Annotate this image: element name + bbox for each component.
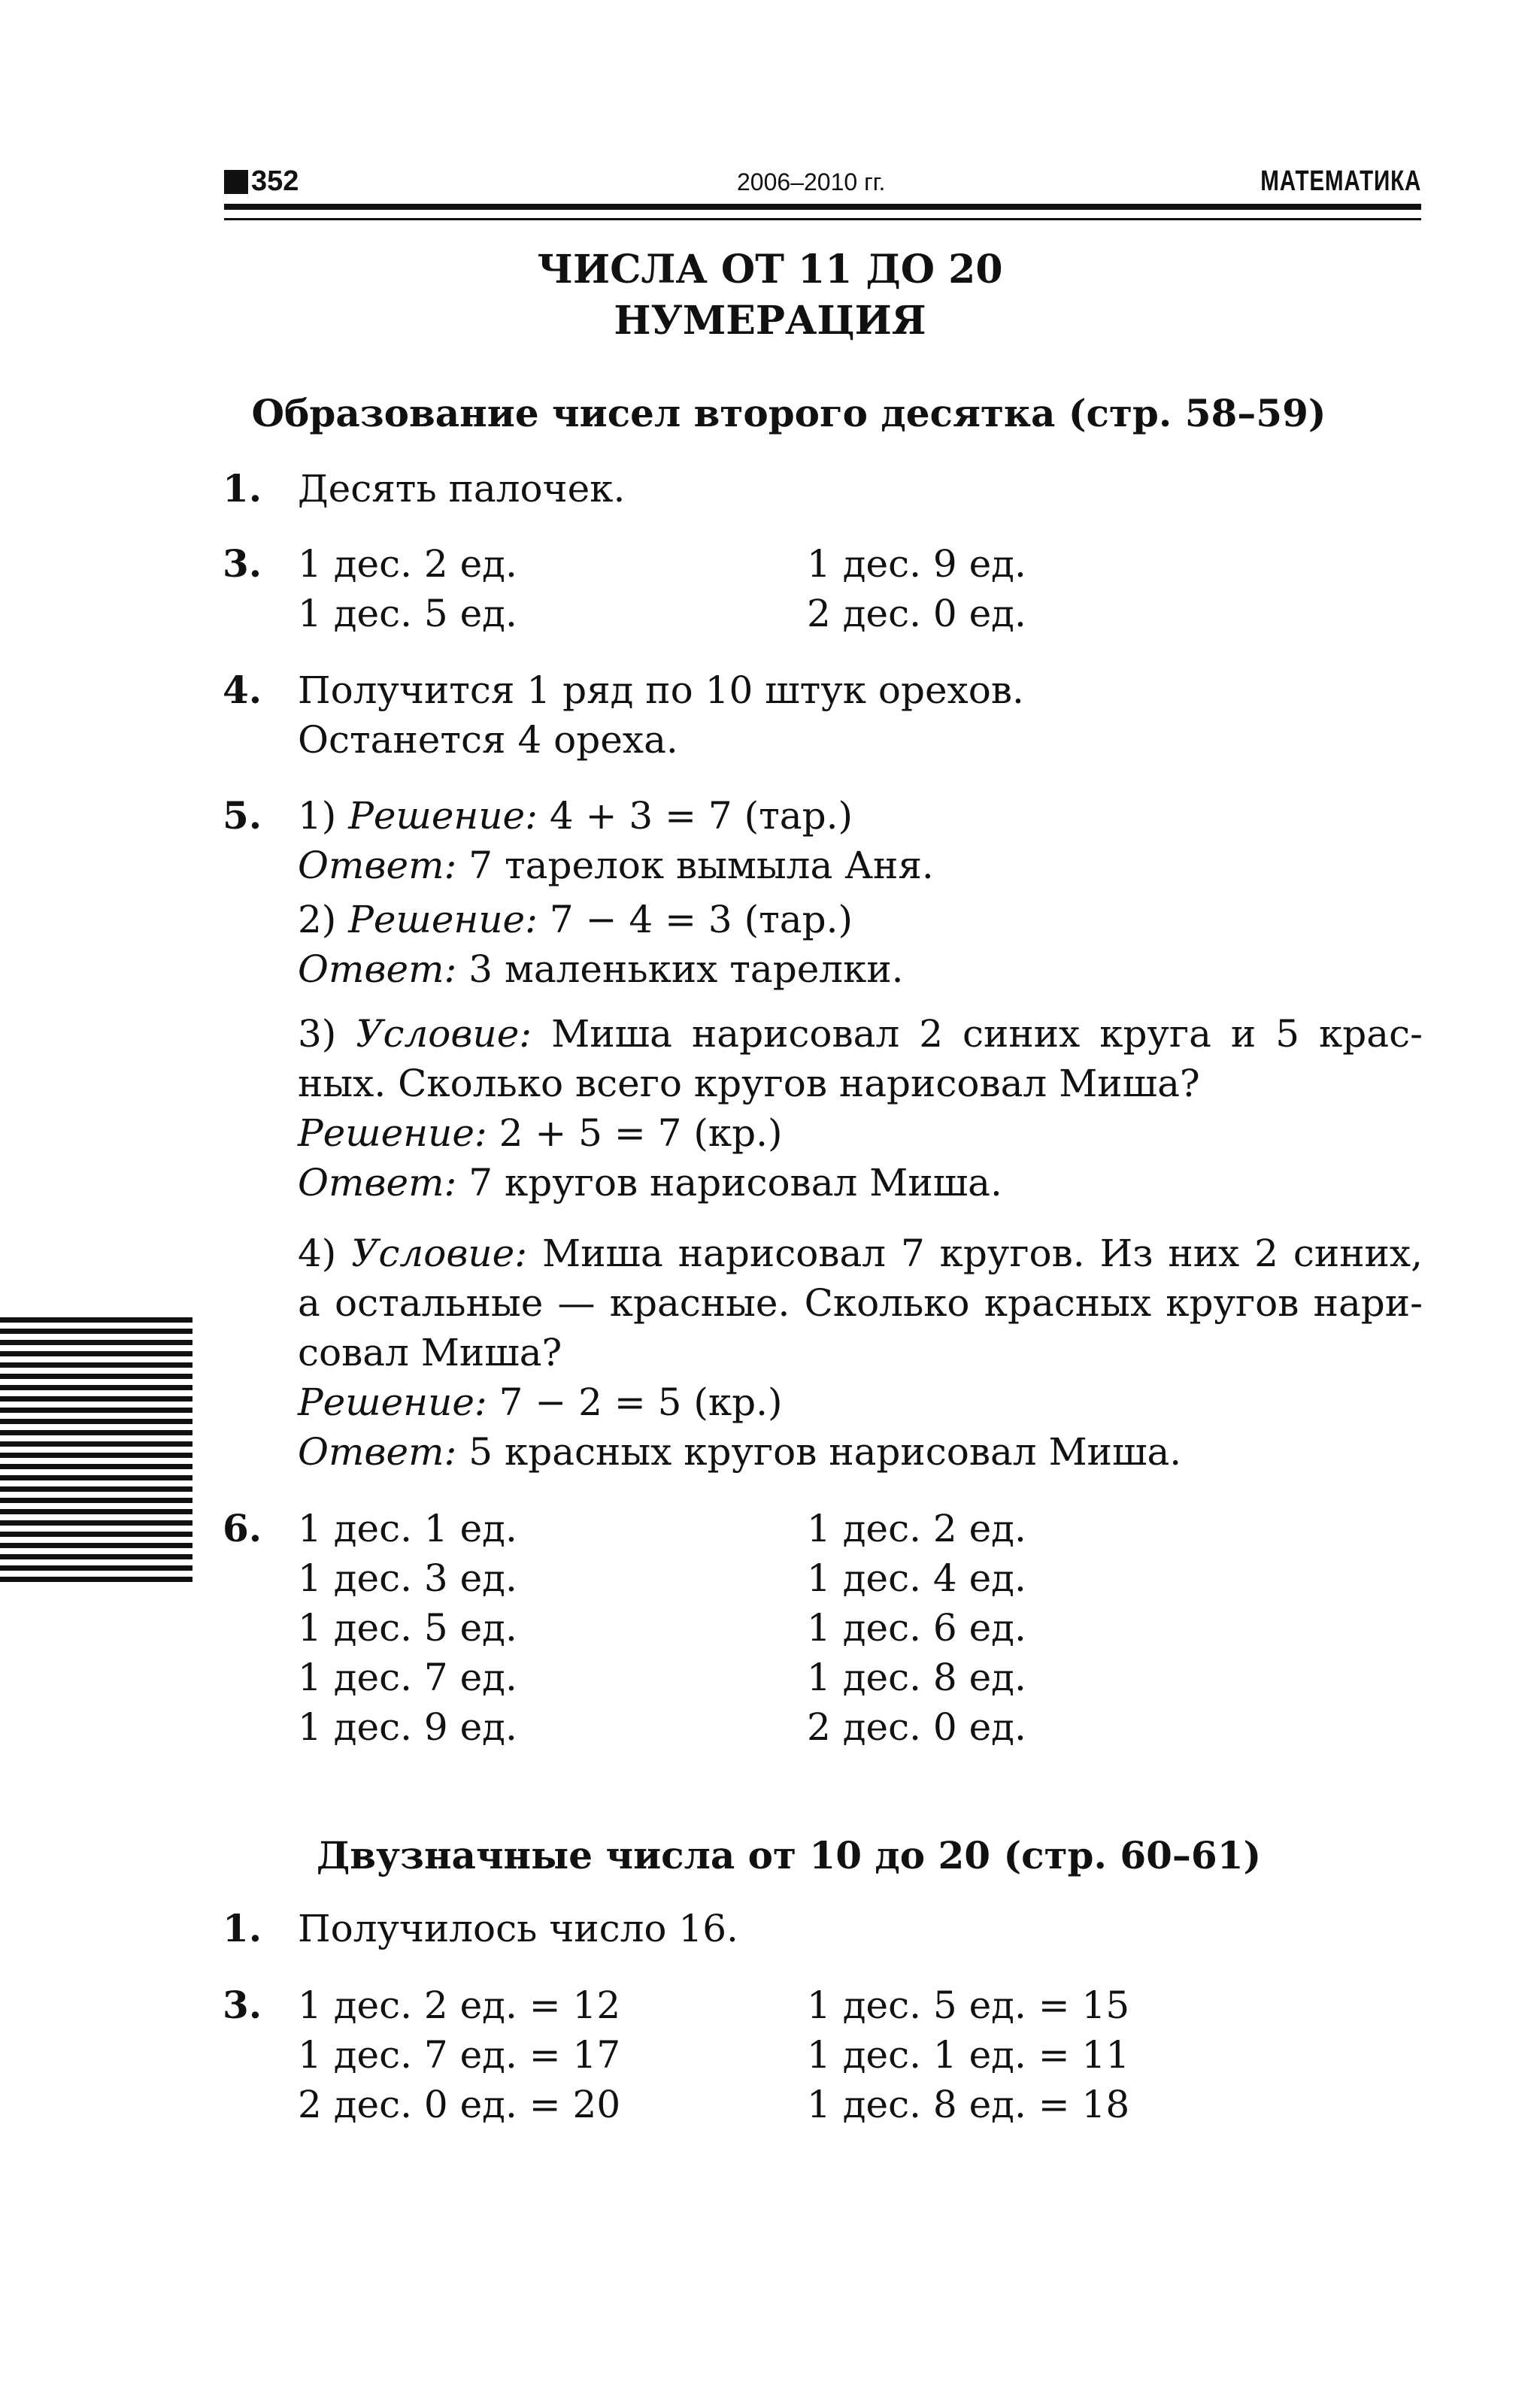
answer-label: Ответ: <box>298 1161 457 1205</box>
solution-text: 7 − 4 = 3 (тар.) <box>549 898 853 941</box>
answer-label: Ответ: <box>298 1430 457 1474</box>
solution-text: 7 − 2 = 5 (кр.) <box>499 1380 783 1424</box>
answer-cell: 1 дес. 8 ед. = 18 <box>807 2083 1130 2126</box>
solution-label: Решение: <box>298 1380 487 1424</box>
answer-text: 3 маленьких тарелки. <box>468 947 904 991</box>
answer-line <box>298 841 934 890</box>
header-rule-thick <box>224 204 1421 210</box>
task-answer-line: Останется 4 ореха. <box>298 718 678 762</box>
task-number: 3. <box>223 541 262 586</box>
answer-cell: 2 дес. 0 ед. = 20 <box>298 2083 621 2126</box>
part-prefix: 4) <box>298 1232 337 1275</box>
answer-label: Ответ: <box>298 947 457 991</box>
answer-cell: 1 дес. 4 ед. <box>807 1556 1026 1600</box>
answer-line <box>298 1158 1002 1208</box>
condition-label: Условие: <box>351 1232 528 1275</box>
condition-line: ных. Сколько всего кругов нарисовал Миша? <box>298 1062 1200 1105</box>
solution-text: 4 + 3 = 7 (тар.) <box>549 794 853 838</box>
condition-line: совал Миша? <box>298 1331 562 1374</box>
task-number: 5. <box>223 793 262 838</box>
page-header <box>224 165 1421 195</box>
solution-text: 2 + 5 = 7 (кр.) <box>499 1111 783 1155</box>
header-subject: МАТЕМАТИКА <box>1260 165 1421 197</box>
answer-cell: 1 дес. 9 ед. <box>298 1705 517 1749</box>
solution-label: Решение: <box>298 1111 487 1155</box>
page-number-text: 352 <box>251 165 299 197</box>
part-prefix: 3) <box>298 1012 337 1056</box>
solution-line <box>298 791 853 841</box>
answer-cell: 1 дес. 2 ед. <box>807 1507 1026 1550</box>
answer-cell: 1 дес. 7 ед. <box>298 1656 517 1699</box>
answer-cell: 2 дес. 0 ед. <box>807 592 1026 635</box>
answer-line <box>298 1427 1181 1477</box>
task-number: 3. <box>223 1983 262 2027</box>
solution-label: Решение: <box>348 898 538 941</box>
task-answer-line: Получится 1 ряд по 10 штук орехов. <box>298 668 1024 712</box>
condition-line <box>298 1009 1423 1059</box>
answer-cell: 1 дес. 8 ед. <box>807 1656 1026 1699</box>
task-answer: Получилось число 16. <box>298 1907 738 1950</box>
solution-line <box>298 1377 783 1427</box>
answer-text: 7 кругов нарисовал Миша. <box>468 1161 1002 1205</box>
answer-cell: 1 дес. 7 ед. = 17 <box>298 2033 621 2077</box>
task-number: 6. <box>223 1506 262 1550</box>
solution-line <box>298 895 853 944</box>
header-rule-thin <box>224 218 1421 220</box>
condition-label: Условие: <box>356 1012 532 1056</box>
condition-text: Миша нарисовал 2 синих круга и 5 крас- <box>551 1012 1423 1056</box>
condition-line: а остальные — красные. Сколько красных кругов нари- <box>298 1281 1423 1325</box>
page-number <box>224 165 299 198</box>
part-prefix: 1) <box>298 794 337 838</box>
solution-line <box>298 1108 783 1158</box>
answer-cell: 1 дес. 1 ед. <box>298 1507 517 1550</box>
solution-label: Решение: <box>348 794 538 838</box>
answer-cell: 1 дес. 3 ед. <box>298 1556 517 1600</box>
square-marker-icon <box>224 170 248 194</box>
part-prefix: 2) <box>298 898 337 941</box>
answer-cell: 1 дес. 9 ед. <box>807 542 1026 586</box>
chapter-title: ЧИСЛА ОТ 11 ДО 20 <box>537 247 1003 292</box>
answer-cell: 1 дес. 1 ед. = 11 <box>807 2033 1130 2077</box>
answer-text: 5 красных кругов нарисовал Миша. <box>468 1430 1182 1474</box>
chapter-subtitle: НУМЕРАЦИЯ <box>614 298 926 344</box>
condition-text: Миша нарисовал 7 кругов. Из них 2 синих, <box>542 1232 1423 1275</box>
side-thumb-index <box>0 1317 192 1585</box>
task-answer: Десять палочек. <box>298 467 626 511</box>
header-years: 2006–2010 гг. <box>737 168 886 195</box>
answer-text: 7 тарелок вымыла Аня. <box>468 844 934 887</box>
task-number: 4. <box>223 668 262 712</box>
answer-line <box>298 944 904 994</box>
answer-cell: 1 дес. 5 ед. <box>298 1606 517 1650</box>
answer-cell: 1 дес. 5 ед. <box>298 592 517 635</box>
answer-cell: 2 дес. 0 ед. <box>807 1705 1026 1749</box>
answer-cell: 1 дес. 5 ед. = 15 <box>807 1983 1130 2027</box>
condition-line <box>298 1229 1423 1278</box>
section-heading-1: Образование чисел второго десятка (стр. 58–59) <box>251 391 1326 435</box>
section-heading-2: Двузначные числа от 10 до 20 (стр. 60–61) <box>316 1833 1262 1877</box>
answer-cell: 1 дес. 2 ед. = 12 <box>298 1983 621 2027</box>
answer-label: Ответ: <box>298 844 457 887</box>
task-number: 1. <box>223 1906 262 1950</box>
task-number: 1. <box>223 466 262 511</box>
answer-cell: 1 дес. 2 ед. <box>298 542 517 586</box>
answer-cell: 1 дес. 6 ед. <box>807 1606 1026 1650</box>
